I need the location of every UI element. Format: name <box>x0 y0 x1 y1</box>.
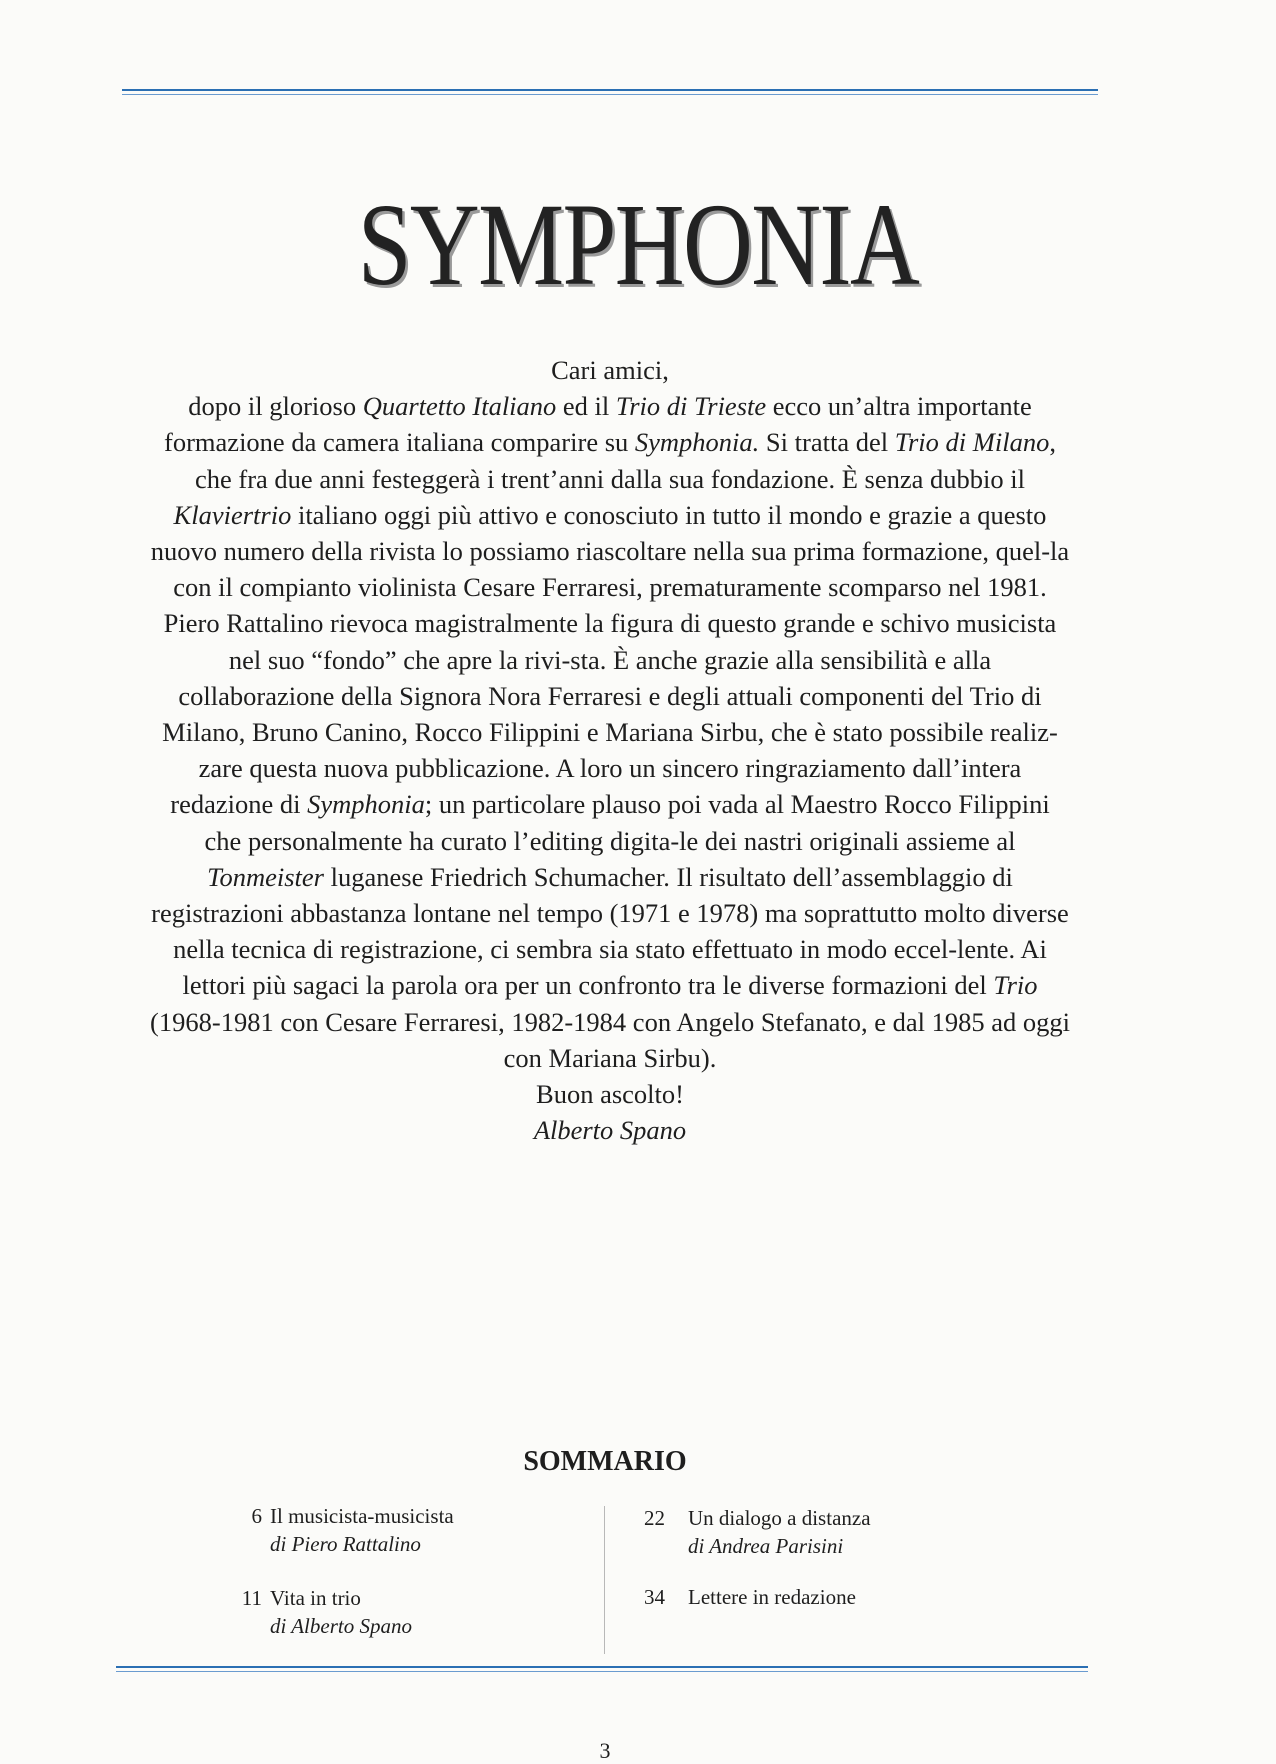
toc-page-number: 6 <box>251 1504 262 1528</box>
letter-italic-run: Trio <box>993 970 1038 1001</box>
letter-italic-run: Symphonia. <box>634 427 760 458</box>
letter-body <box>150 388 1070 1076</box>
toc-entry-title: Vita in trio <box>270 1586 361 1610</box>
toc-entry-author: di Alberto Spano <box>270 1614 412 1638</box>
letter-signature: Alberto Spano <box>533 1115 687 1146</box>
masthead-title: SYMPHONIA <box>357 179 919 310</box>
letter-text-run: luganese Friedrich Schumacher. Il risultato dell’assemblaggio di registrazioni abbastanza lontane nel tempo (1971 e 1978) ma soprattutto molto diverse nella tecnica di registrazione, ci sembra sia stato effettuato in modo eccel-lente. Ai lettori più sagaci la parola ora per un confronto tra le diverse formazioni del <box>151 861 1069 1001</box>
toc-right-column <box>600 1504 1000 1654</box>
letter-italic-run: Klaviertrio <box>173 499 292 530</box>
letter-text-run: ; un particolare plauso poi vada al Maestro Rocco Filippini che personalmente ha curato l’editing digita-le dei nastri originali assieme al <box>204 789 1050 856</box>
toc-page-number: 11 <box>241 1586 262 1610</box>
toc-entry-author: di Andrea Parisini <box>688 1534 844 1558</box>
letter-text-run: dopo il glorioso <box>188 391 363 422</box>
letter-text-run: ecco un’altra importante formazione da camera italiana comparire su <box>164 391 1032 458</box>
letter-italic-run: Tonmeister <box>207 861 324 892</box>
toc-page-number: 34 <box>644 1585 665 1609</box>
letter-text-run: ed il <box>556 391 616 422</box>
letter-salutation: Cari amici, <box>551 355 669 385</box>
toc-entry-title: Un dialogo a distanza <box>688 1506 871 1530</box>
page-number: 3 <box>599 1738 611 1763</box>
letter-italic-run: Quartetto Italiano <box>362 391 557 422</box>
sommario-heading: SOMMARIO <box>523 1446 687 1477</box>
toc-entry-author: di Piero Rattalino <box>270 1532 421 1556</box>
letter-closing: Buon ascolto! <box>536 1079 684 1110</box>
letter-text-run: italiano oggi più attivo e conosciuto in tutto il mondo e grazie a questo nuovo numero della rivista lo possiamo riascoltare nella sua prima formazione, quel-la con il compianto violinista Cesare Ferraresi, prematuramente scomparso nel 1981. Piero Rattalino rievoca magistralmente la figura di questo grande e schivo musicista nel suo “fondo” che apre la rivi-sta. È anche grazie alla sensibilità e alla collaborazione della Signora Nora Ferraresi e degli attuali componenti del Trio di Milano, Bruno Canino, Rocco Filippini e Mariana Sirbu, che è stato possibile realiz-zare questa nuova pubblicazione. A loro un sincero ringraziamento dall’intera redazione di <box>150 499 1070 820</box>
editorial-letter <box>150 352 1070 1148</box>
letter-text-run: Si tratta del <box>759 427 895 458</box>
toc-entry-title: Lettere in redazione <box>688 1585 856 1609</box>
letter-text-run: (1968-1981 con Cesare Ferraresi, 1982-1984 con Angelo Stefanato, e dal 1985 ad oggi con Mariana Sirbu). <box>150 1006 1070 1073</box>
letter-italic-run: Trio di Milano <box>894 427 1050 458</box>
letter-italic-run: Trio di Trieste <box>615 391 767 422</box>
toc-entry-title: Il musicista-musicista <box>270 1504 454 1528</box>
toc-page-number: 22 <box>644 1506 665 1530</box>
letter-text-run: , che fra due anni festeggerà i trent’anni dalla sua fondazione. È senza dubbio il <box>195 427 1056 494</box>
toc-left-column <box>222 1502 602 1652</box>
letter-italic-run: Symphonia <box>307 789 425 820</box>
